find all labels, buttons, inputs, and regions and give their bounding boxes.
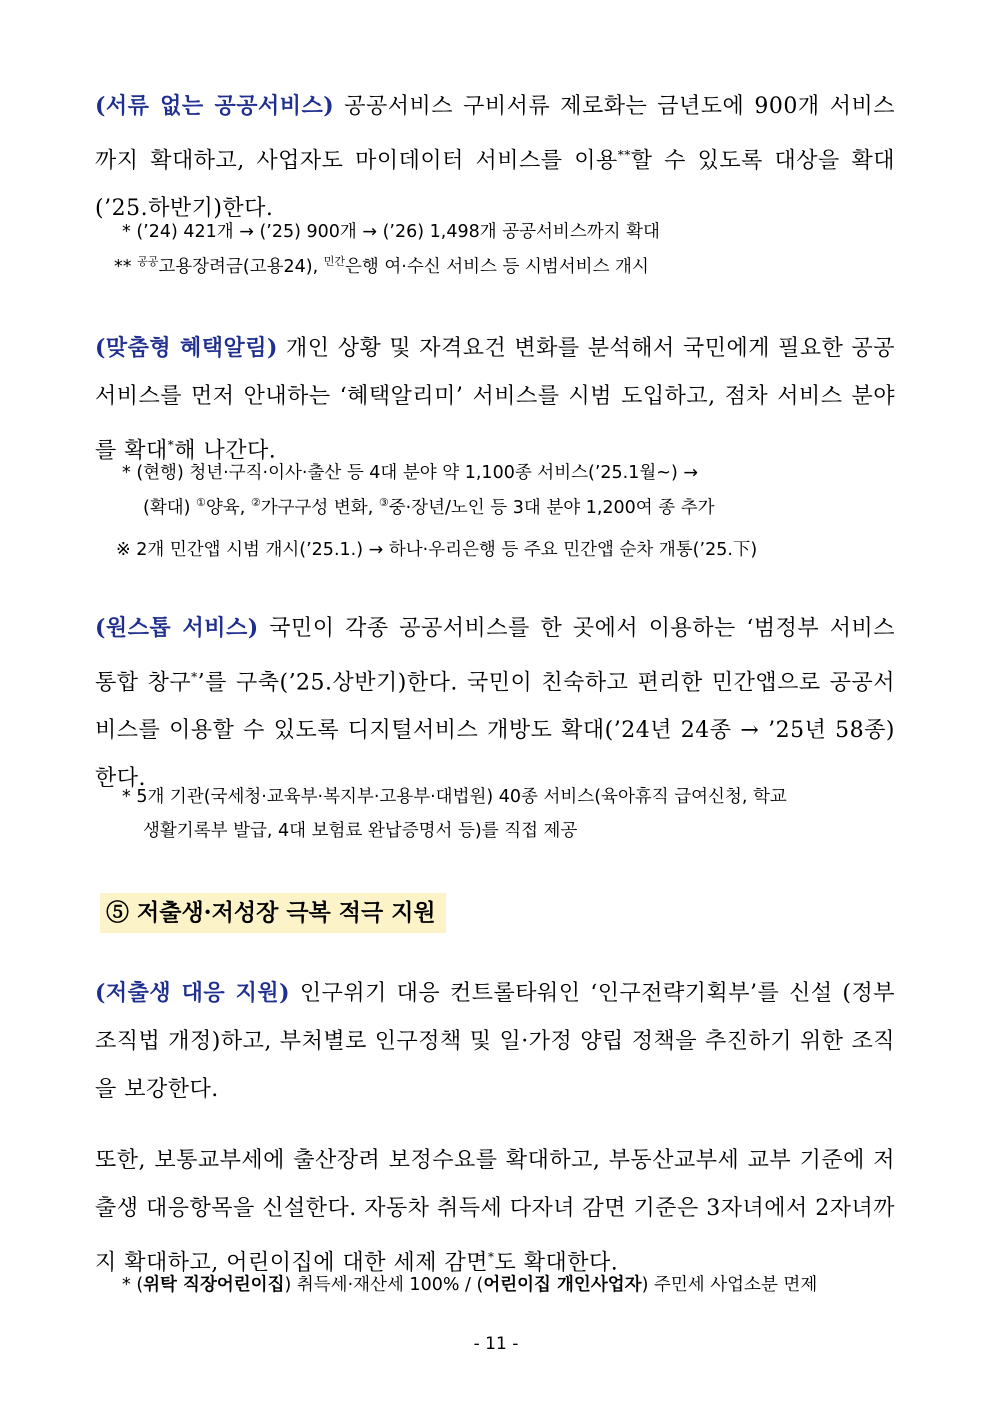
footnote-2: 생활기록부 발급, 4대 보험료 완납증명서 등)를 직접 제공 (143, 821, 578, 841)
footnote-text: 양육, (205, 498, 251, 518)
footnote-marker: * (488, 1250, 495, 1264)
paragraph-body: 인구위기 대응 컨트롤타워인 ‘인구전략기획부’를 신설 (정부조직법 개정)하고, 부처별로 인구정책 및 일·가정 양립 정책을 추진하기 위한 조직을 보강한다. (95, 981, 895, 1102)
paragraph-low-birth-support (95, 969, 895, 1114)
footnote-2 (114, 252, 649, 282)
paragraph-heading: (저출생 대응 지원) (95, 980, 291, 1006)
paragraph-paperless-services (95, 82, 895, 233)
footnote-text: 중·장년/노인 등 3대 분야 1,200여 종 추가 (388, 498, 715, 518)
footnote-marker: * (191, 670, 198, 684)
paragraph-one-stop-service (95, 604, 895, 803)
footnote-prefix: ** (114, 257, 138, 277)
footnote-text: ) 취득세·재산세 100% / ( (284, 1275, 484, 1295)
paragraph-heading: (원스톱 서비스) (95, 615, 259, 641)
footnote-1: * (현행) 청년·구직·이사·출산 등 4대 분야 약 1,100종 서비스(’25.1월~) → (122, 463, 698, 483)
footnote-text: 고용장려금(고용24), (158, 257, 324, 277)
footnote-1: * (’24) 421개 → (’25) 900개 → (’26) 1,498개 공공서비스까지 확대 (122, 222, 660, 242)
superscript-private: 민간 (323, 255, 345, 268)
footnote-marker: ** (617, 148, 631, 162)
footnote-bold-text: 위탁 직장어린이집 (143, 1275, 285, 1295)
paragraph-heading: (맞춤형 혜택알림) (95, 335, 278, 361)
paragraph-body-cont: 해 나간다. (174, 438, 277, 464)
page-number: - 11 - (473, 1334, 519, 1354)
paragraph-body: 국민이 각종 공공서비스를 한 곳에서 이용하는 ‘범정부 서비스 통합 창구 (95, 616, 895, 696)
footnote-marker: * (167, 438, 175, 452)
paragraph-body: 또한, 보통교부세에 출산장려 보정수요를 확대하고, 부동산교부세 교부 기준에 저출생 대응항목을 신설한다. 자동차 취득세 다자녀 감면 기준은 3자녀에서 2자녀까지 확대하고, 어린이집에 대한 세제 감면 (95, 1148, 895, 1276)
paragraph-tax-support (95, 1137, 895, 1287)
footnote-text-end: 은행 여·수신 서비스 등 시범서비스 개시 (345, 257, 649, 277)
paragraph-body: 개인 상황 및 자격요건 변화를 분석해서 국민에게 필요한 공공서비스를 먼저 안내하는 ‘혜택알리미’ 서비스를 시범 도입하고, 점차 서비스 분야를 확대 (95, 336, 895, 464)
footnote-bold-text: 어린이집 개인사업자 (483, 1275, 642, 1295)
paragraph-body-cont: ’를 구축(’25.상반기)한다. 국민이 친숙하고 편리한 민간앱으로 공공서비스를 이용할 수 있도록 디지털서비스 개방도 확대(’24년 24종 → ’25년 58종)한다. (95, 670, 895, 792)
footnote-text: (확대) (143, 498, 197, 518)
footnote-text: ) 주민세 사업소분 면제 (641, 1275, 818, 1295)
footnote-text: 가구구성 변화, (260, 498, 379, 518)
superscript-3: ③ (378, 496, 389, 509)
section-title: ⑤ 저출생·저성장 극복 적극 지원 (100, 893, 446, 933)
reference-note: ※ 2개 민간앱 시범 개시(’25.1.) → 하나·우리은행 등 주요 민간앱 순차 개통(’25.下) (116, 540, 758, 560)
footnote-1 (122, 1270, 817, 1300)
footnote-2 (143, 493, 715, 523)
superscript-1: ① (196, 496, 206, 509)
paragraph-body-cont: 도 확대한다. (494, 1250, 619, 1276)
paragraph-body-cont: 할 수 있도록 대상을 확대(’25.하반기)한다. (95, 148, 895, 222)
superscript-public: 공공 (137, 255, 159, 268)
footnote-text: * ( (122, 1275, 144, 1295)
superscript-2: ② (250, 496, 261, 509)
paragraph-benefit-alerts (95, 324, 895, 475)
paragraph-heading: (서류 없는 공공서비스) (95, 93, 335, 119)
footnote-1: * 5개 기관(국세청·교육부·복지부·고용부·대법원) 40종 서비스(육아휴직 급여신청, 학교 (122, 787, 787, 807)
paragraph-body: 공공서비스 구비서류 제로화는 금년도에 900개 서비스까지 확대하고, 사업자도 마이데이터 서비스를 이용 (95, 94, 896, 174)
